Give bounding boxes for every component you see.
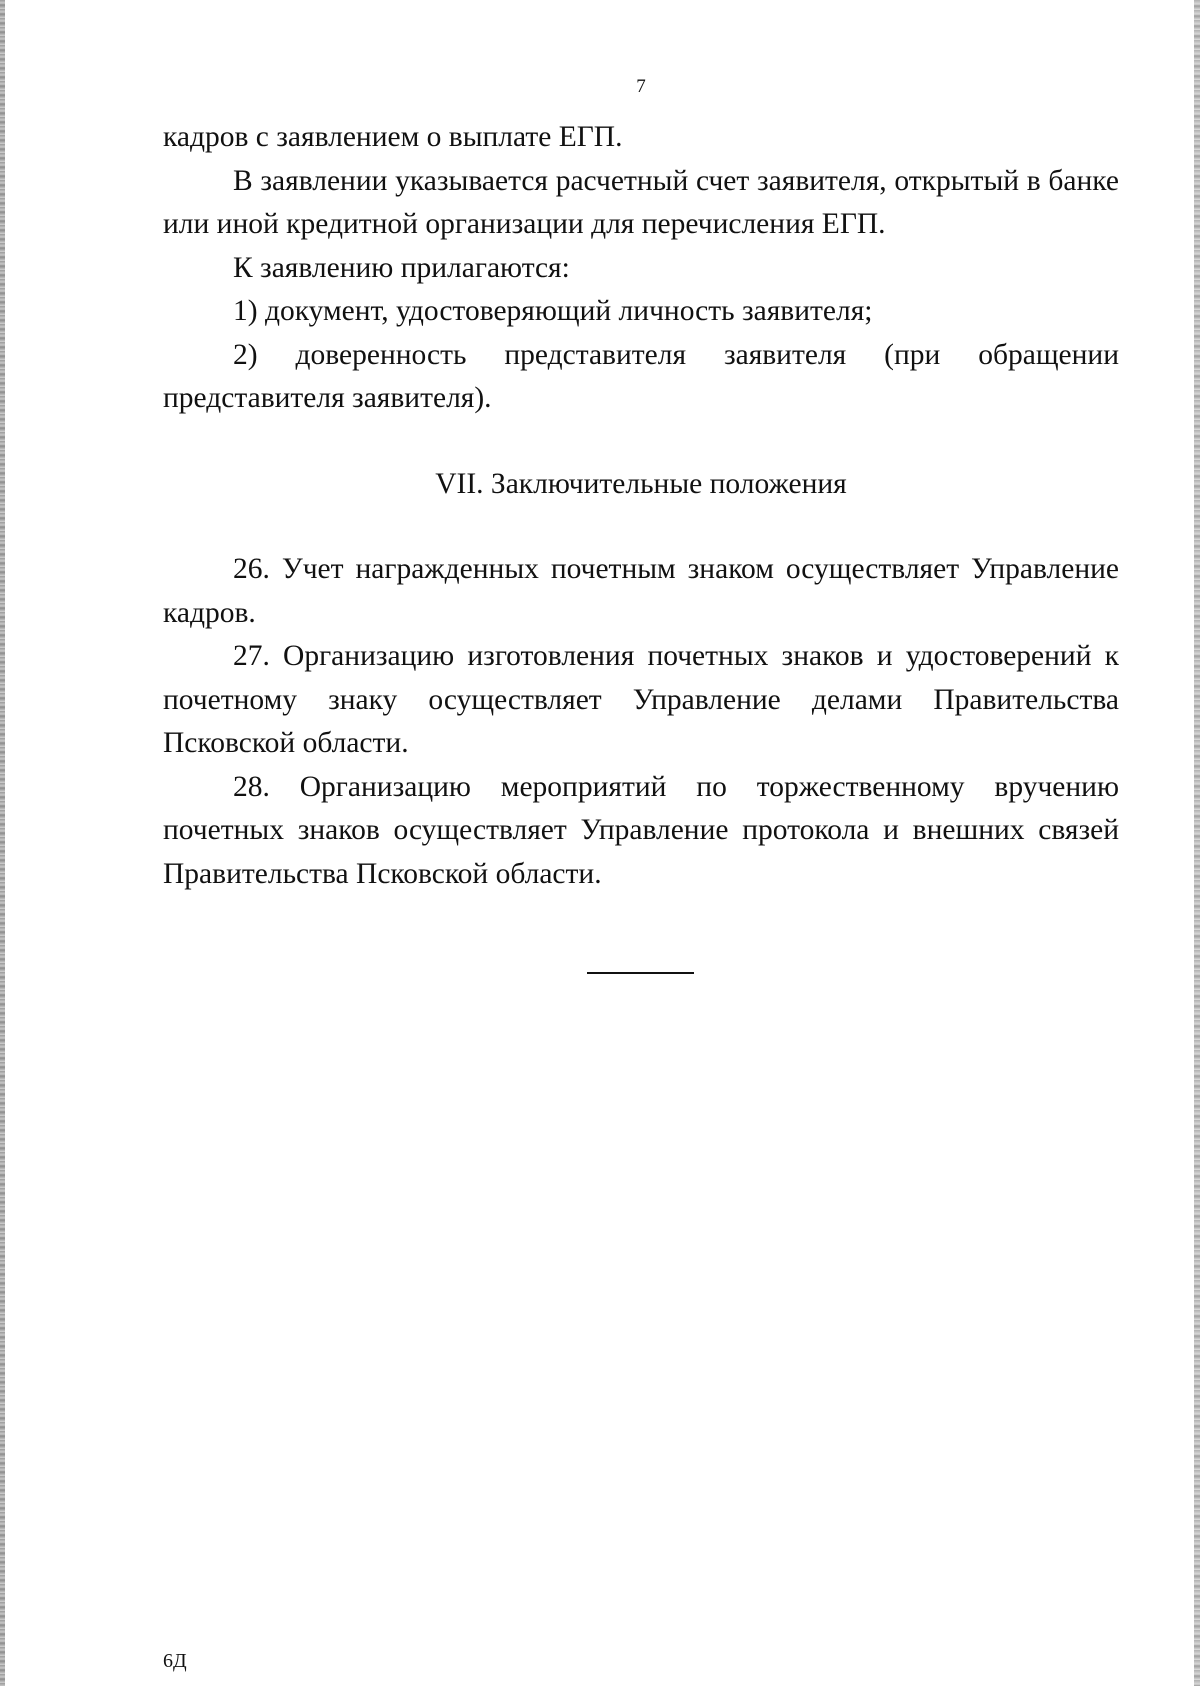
paragraph-26: 26. Учет награжденных почетным знаком осуществляет Управление кадров. xyxy=(163,553,1119,629)
list-item-2-line-2: представителя заявителя). xyxy=(163,382,492,414)
footer-code: 6Д xyxy=(163,1650,187,1672)
end-rule xyxy=(587,972,694,974)
paragraph-28: 28. Организацию мероприятий по торжественному вручению почетных знаков осуществляет Управление протокола и внешних связей Правительства Псковской области. xyxy=(163,770,1119,890)
list-item-2-line-1: 2) доверенность представителя заявителя (при обращении xyxy=(233,338,1119,371)
list-item-1: 1) документ, удостоверяющий личность заявителя; xyxy=(233,295,873,327)
paragraph-account: В заявлении указывается расчетный счет заявителя, открытый в банке или иной кредитной организации для перечисления ЕГП. xyxy=(163,164,1119,240)
paragraph-attachments-intro: К заявлению прилагаются: xyxy=(233,251,570,284)
paragraph-continuation: кадров с заявлением о выплате ЕГП. xyxy=(163,121,623,153)
document-body xyxy=(163,116,1119,896)
scan-edge-left xyxy=(0,0,5,1686)
paragraph-27: 27. Организацию изготовления почетных знаков и удостоверений к почетному знаку осуществляет Управление делами Правительства Псковской области. xyxy=(163,640,1119,759)
page-number: 7 xyxy=(636,76,646,97)
section-heading: VII. Заключительные положения xyxy=(435,467,847,500)
scan-edge-right xyxy=(1194,0,1200,1686)
